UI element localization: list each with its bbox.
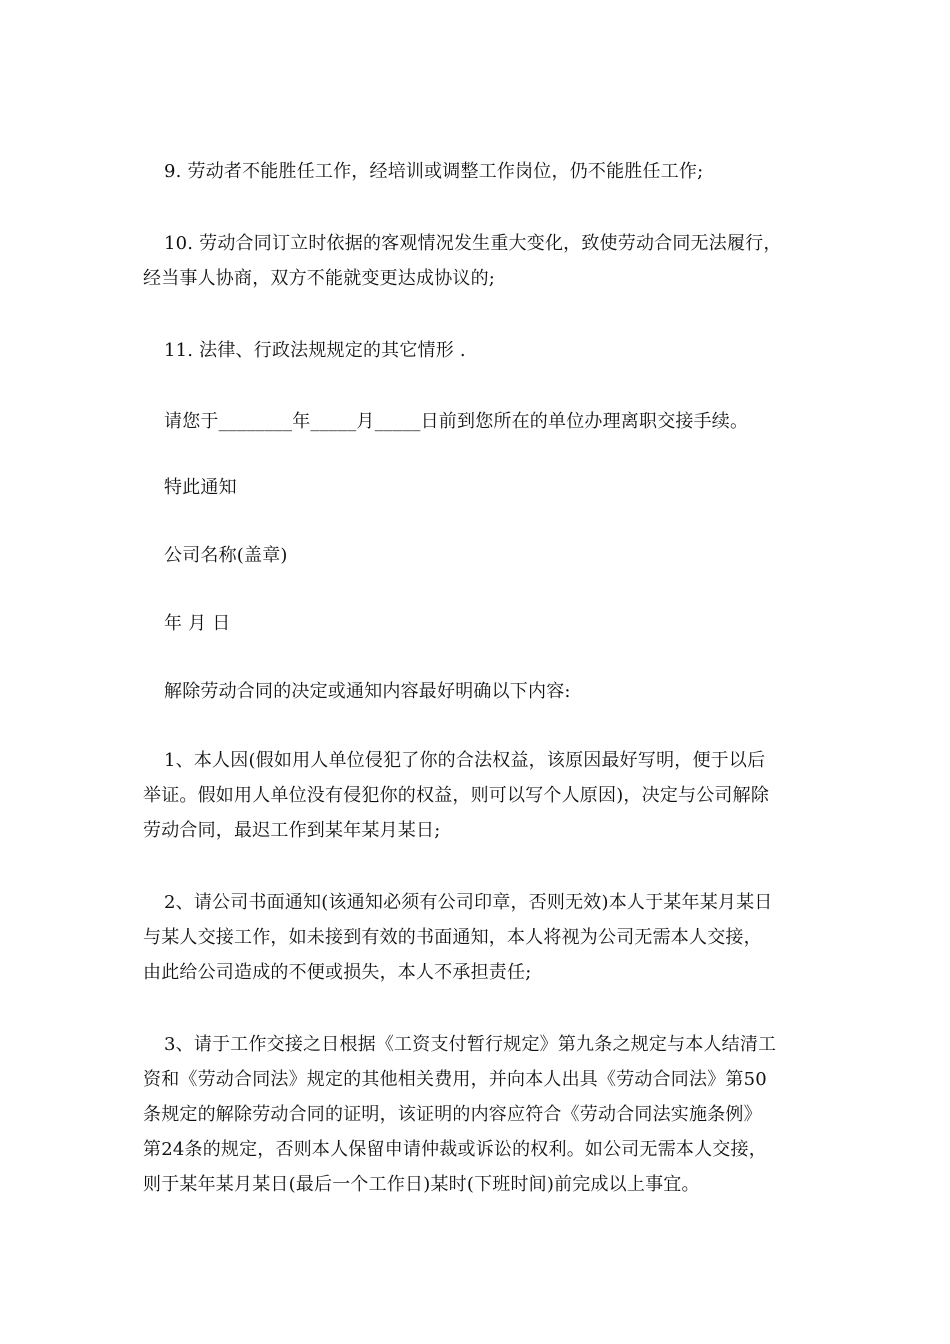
item-1-line-3: 劳动合同，最迟工作到某年某月某日; — [143, 820, 441, 841]
clause-9-text: 9. 劳动者不能胜任工作，经培训或调整工作岗位，仍不能胜任工作; — [164, 161, 704, 182]
handover-deadline — [143, 404, 813, 439]
clause-10 — [143, 226, 813, 296]
item-1-line-2: 举证。假如用人单位没有侵犯你的权益，则可以写个人原因)，决定与公司解除 — [143, 785, 770, 806]
item-3-line-2: 资和《劳动合同法》规定的其他相关费用，并向本人出具《劳动合同法》第50 — [143, 1069, 767, 1090]
clause-11 — [143, 333, 813, 368]
item-2-line-1: 2、请公司书面通知(该通知必须有公司印章，否则无效)本人于某年某月某日 — [164, 892, 773, 913]
clause-9 — [143, 154, 813, 189]
item-3-line-1: 3、请于工作交接之日根据《工资支付暂行规定》第九条之规定与本人结清工 — [164, 1034, 777, 1055]
date-line-text: 年 月 日 — [164, 613, 231, 634]
date-line — [143, 606, 813, 641]
item-3-line-3: 条规定的解除劳动合同的证明，该证明的内容应符合《劳动合同法实施条例》 — [143, 1104, 762, 1125]
company-seal — [143, 538, 813, 573]
item-2 — [143, 885, 813, 990]
item-3-line-5: 则于某年某月某日(最后一个工作日)某时(下班时间)前完成以上事宜。 — [143, 1174, 700, 1195]
clause-11-text: 11. 法律、行政法规规定的其它情形 . — [164, 340, 466, 361]
item-3 — [143, 1027, 813, 1202]
content-intro — [143, 674, 813, 709]
item-2-line-3: 由此给公司造成的不便或损失，本人不承担责任; — [143, 962, 532, 983]
clause-10-line-2: 经当事人协商，双方不能就变更达成协议的; — [143, 268, 496, 289]
clause-10-line-1: 10. 劳动合同订立时依据的客观情况发生重大变化，致使劳动合同无法履行， — [164, 233, 782, 254]
item-2-line-2: 与某人交接工作，如未接到有效的书面通知，本人将视为公司无需本人交接， — [143, 927, 762, 948]
item-1-line-1: 1、本人因(假如用人单位侵犯了你的合法权益，该原因最好写明，便于以后 — [164, 750, 766, 771]
notice-statement-text: 特此通知 — [164, 477, 237, 498]
content-intro-text: 解除劳动合同的决定或通知内容最好明确以下内容: — [164, 681, 571, 702]
notice-statement — [143, 470, 813, 505]
handover-deadline-text: 请您于________年_____月_____日前到您所在的单位办理离职交接手续。 — [164, 411, 749, 432]
item-3-line-4: 第24条的规定，否则本人保留申请仲裁或诉讼的权利。如公司无需本人交接， — [143, 1139, 767, 1160]
company-seal-text: 公司名称(盖章) — [164, 545, 288, 566]
item-1 — [143, 743, 813, 848]
